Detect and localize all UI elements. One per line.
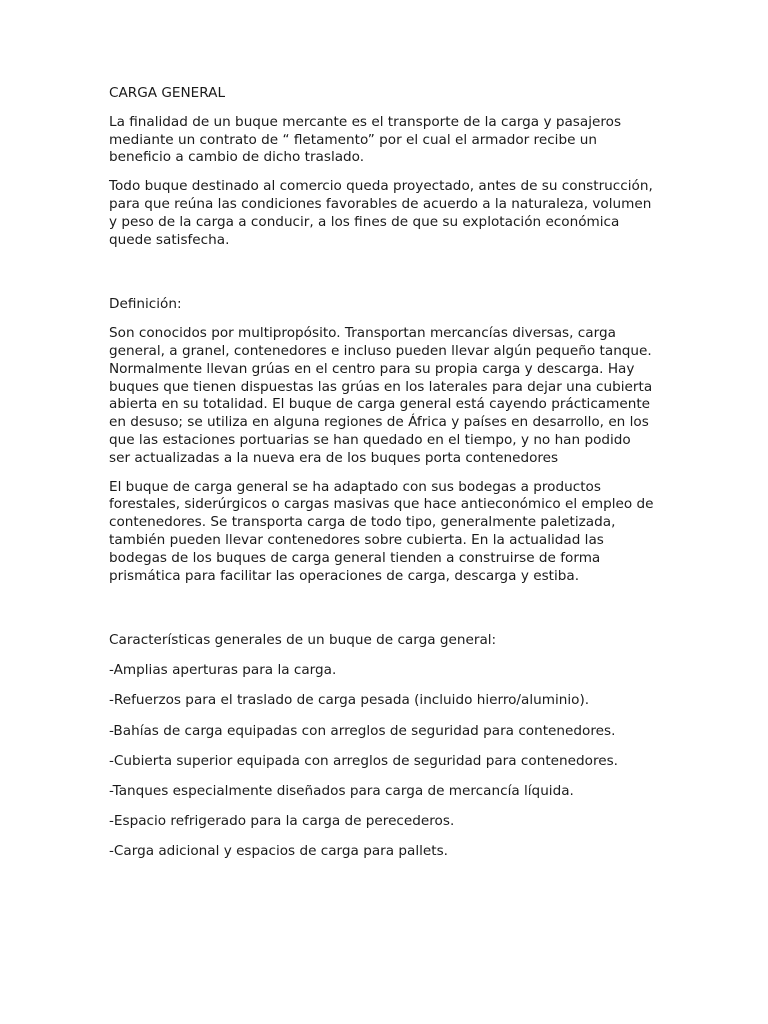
feature-item: -Carga adicional y espacios de carga para pallets. [109,843,449,860]
definition-paragraph: El buque de carga general se ha adaptado con sus bodegas a productos forestales, siderúrgicos o cargas masivas que hace antieconómico el empleo de contenedores. Se transporta carga de todo tipo, generalmente paletizada, también pueden llevar contenedores sobre cubierta. En la actualidad las bodegas de los buques de carga general tienden a construirse de forma prismática para facilitar las operaciones de carga, descarga y estiba. [109,478,654,584]
definition-heading: Definición: [109,296,182,313]
definition-paragraph: Son conocidos por multipropósito. Transportan mercancías diversas, carga general, a granel, contenedores e incluso pueden llevar algún pequeño tanque. Normalmente llevan grúas en el centro para su propia carga y descarga. Hay buques que tienen dispuestas las grúas en los laterales para dejar una cubierta abierta en su totalidad. El buque de carga general está cayendo prácticamente en desuso; se utiliza en alguna regiones de África y países en desarrollo, en los que las estaciones portuarias se han quedado en el tiempo, y no han podido ser actualizadas a la nueva era de los buques porta contenedores [109,325,653,466]
feature-item: -Espacio refrigerado para la carga de perecederos. [109,813,455,830]
feature-item: -Refuerzos para el traslado de carga pesada (incluido hierro/aluminio). [109,692,590,709]
feature-item: -Amplias aperturas para la carga. [109,662,337,679]
document-page [109,80,654,873]
features-list [109,662,654,861]
feature-item: -Cubierta superior equipada con arreglos de seguridad para contenedores. [109,752,619,769]
feature-item: -Bahías de carga equipadas con arreglos de seguridad para contenedores. [109,722,616,739]
document-title: CARGA GENERAL [109,85,226,101]
intro-paragraph: La finalidad de un buque mercante es el transporte de la carga y pasajeros mediante un contrato de “ fletamento” por el cual el armador recibe un beneficio a cambio de dicho traslado. [109,113,622,166]
blank-line [109,260,654,296]
intro-paragraph: Todo buque destinado al comercio queda proyectado, antes de su construcción, para que reúna las condiciones favorables de acuerdo a la naturaleza, volumen y peso de la carga a conducir, a los fines de que su explotación económica quede satisfecha. [109,178,653,248]
blank-line [109,596,654,632]
feature-item: -Tanques especialmente diseñados para carga de mercancía líquida. [109,782,574,799]
features-heading: Características generales de un buque de carga general: [109,632,497,649]
